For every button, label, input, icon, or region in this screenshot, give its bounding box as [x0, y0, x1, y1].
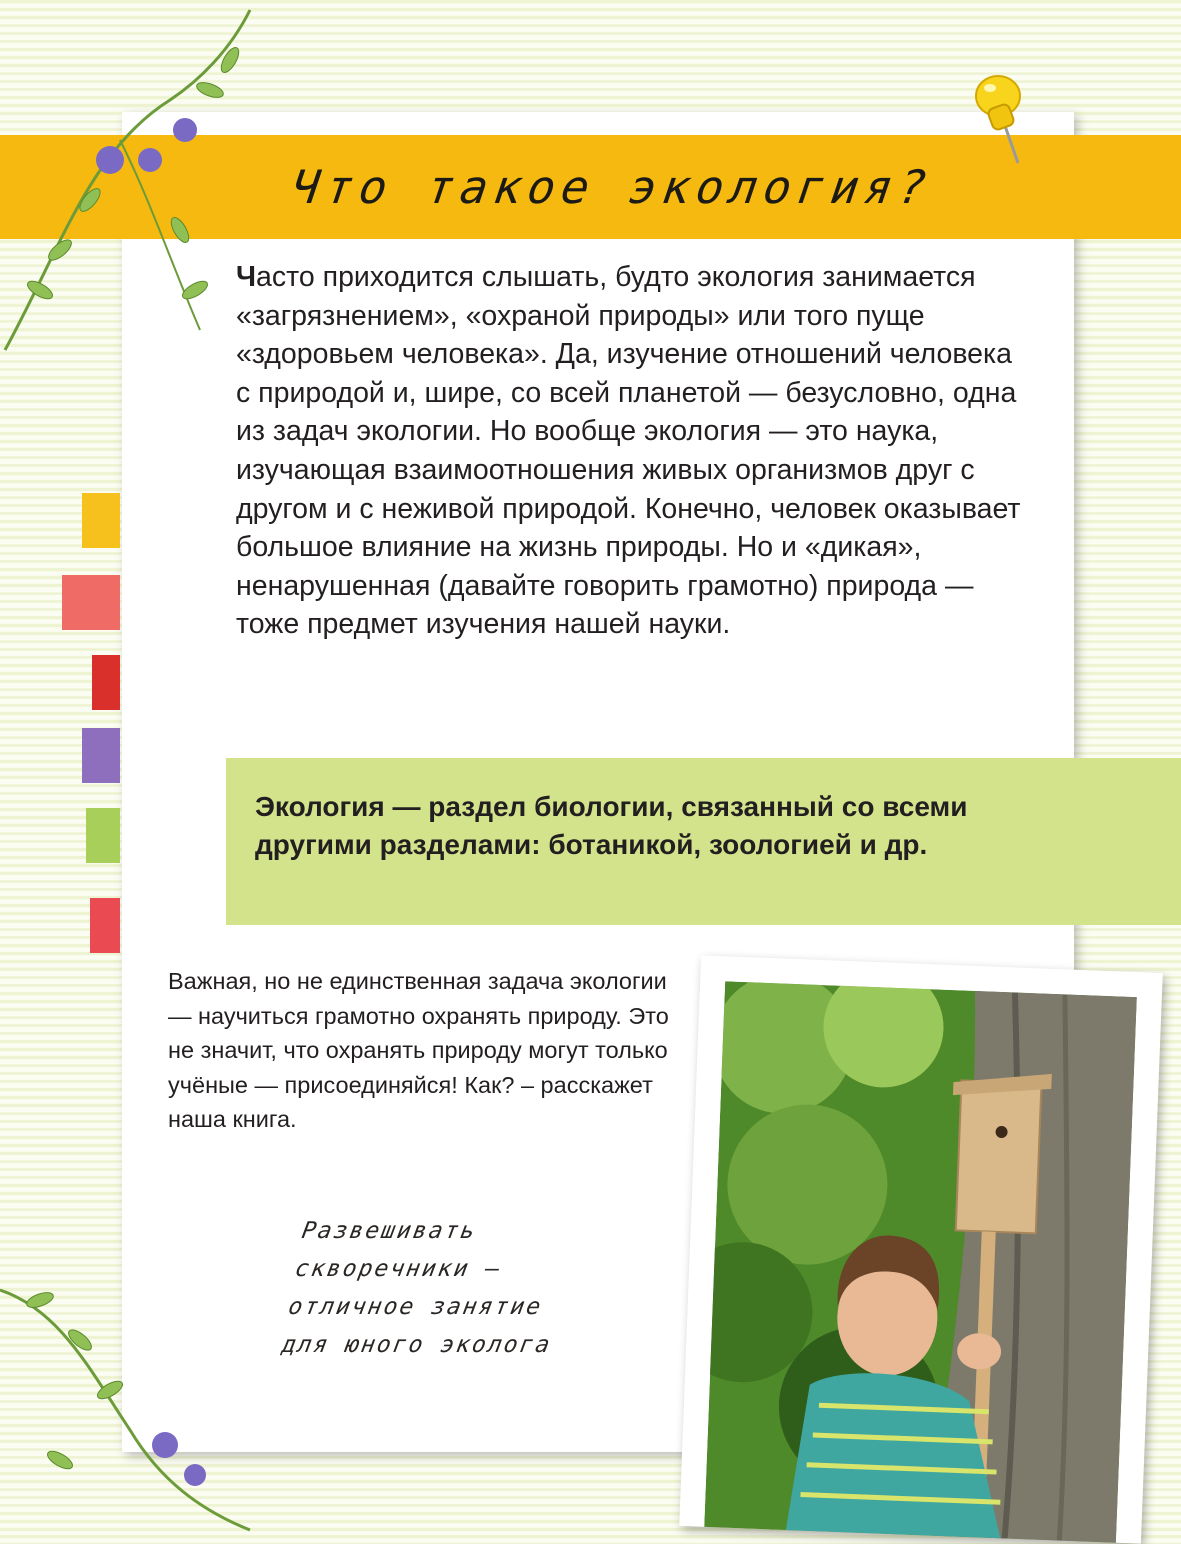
- caption-line: скворечники –: [293, 1256, 504, 1282]
- caption-line: для юного эколога: [279, 1332, 554, 1358]
- intro-text: асто приходится слышать, будто экология занимается «загрязнением», «охраной природы» или того пуще «здоровьем человека». Да, изучение отношений человека с природой и, шире, со всей планетой — безусловно, одна из задач экологии. Но вообще экология — это наука, изучающая взаимоотношения живых организмов друг с другом и с неживой природой. Конечно, человек оказывает большое влияние на жизнь природы. Но и «дикая», ненарушенная (давайте говорить грамотно) природа — тоже предмет изучения нашей науки.: [236, 261, 1021, 641]
- color-tab-red-2: [90, 898, 120, 953]
- boy-birdhouse-photo: [704, 981, 1137, 1543]
- handwritten-caption: [279, 1212, 646, 1364]
- caption-line: Развешивать: [299, 1218, 479, 1244]
- intro-dropcap: Ч: [236, 261, 257, 293]
- vine-flower-icon: [0, 1230, 260, 1535]
- intro-paragraph: [236, 258, 1026, 644]
- color-tab-green: [86, 808, 120, 863]
- color-tab-red: [92, 655, 120, 710]
- pushpin-icon: [968, 68, 1038, 168]
- photo-frame: [679, 955, 1163, 1543]
- color-tab-yellow: [82, 493, 120, 548]
- definition-text: Экология — раздел биологии, связанный со всеми другими разделами: ботаникой, зоологией и др.: [255, 791, 968, 860]
- page-title: Что такое экология?: [288, 160, 936, 214]
- color-tab-pink: [62, 575, 120, 630]
- color-tab-purple: [82, 728, 120, 783]
- caption-line: отличное занятие: [286, 1294, 545, 1320]
- side-paragraph: Важная, но не единственная задача экологии — научиться грамотно охранять природу. Это не значит, что охранять природу могут только учёные — присоединяйся! Как? – расскажет наша книга.: [168, 968, 669, 1132]
